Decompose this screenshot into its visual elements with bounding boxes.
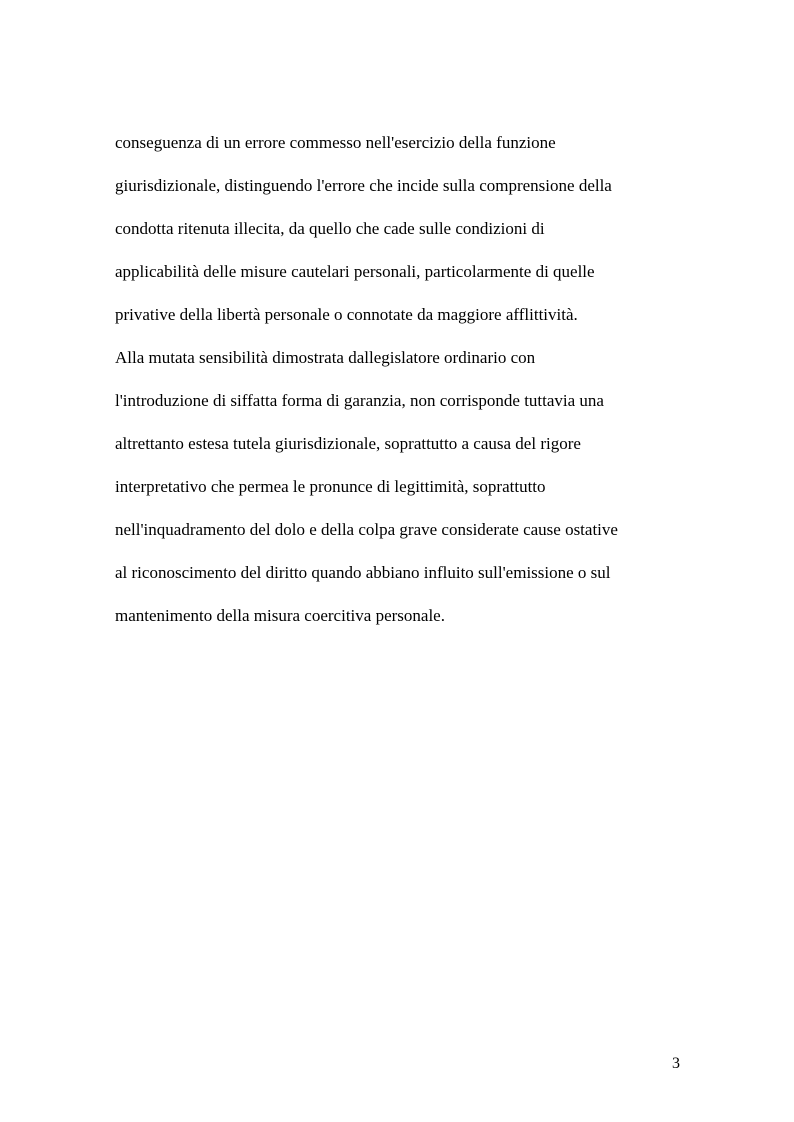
text-line: al riconoscimento del diritto quando abbiano influito sull'emissione o sul — [115, 563, 611, 582]
text-line: privative della libertà personale o connotate da maggiore afflittività. — [115, 305, 578, 324]
text-line: condotta ritenuta illecita, da quello che cade sulle condizioni di — [115, 219, 545, 238]
body-text — [115, 129, 685, 645]
text-line: giurisdizionale, distinguendo l'errore che incide sulla comprensione della — [115, 176, 612, 195]
text-line: interpretativo che permea le pronunce di legittimità, soprattutto — [115, 477, 546, 496]
page-number: 3 — [672, 1055, 680, 1072]
text-line: Alla mutata sensibilità dimostrata dallegislatore ordinario con — [115, 348, 536, 367]
text-line: conseguenza di un errore commesso nell'esercizio della funzione — [115, 133, 556, 152]
text-line: applicabilità delle misure cautelari personali, particolarmente di quelle — [115, 262, 595, 281]
text-line: altrettanto estesa tutela giurisdizionale, soprattutto a causa del rigore — [115, 434, 581, 453]
text-line: mantenimento della misura coercitiva personale. — [115, 606, 445, 625]
text-line: nell'inquadramento del dolo e della colpa grave considerate cause ostative — [115, 520, 618, 539]
text-line: l'introduzione di siffatta forma di garanzia, non corrisponde tuttavia una — [115, 391, 604, 410]
